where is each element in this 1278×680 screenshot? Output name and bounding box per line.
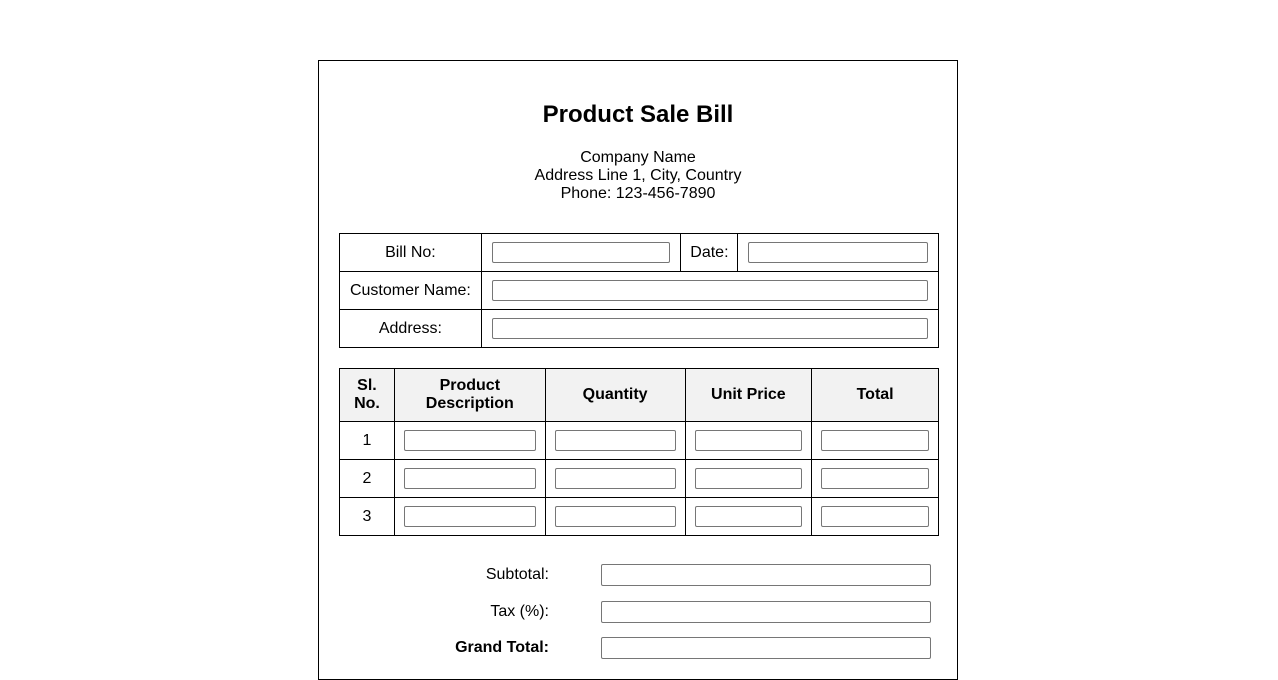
company-address: Address Line 1, City, Country bbox=[534, 167, 742, 184]
subtotal-input[interactable] bbox=[601, 564, 931, 586]
header-product-description: Product Description bbox=[394, 369, 545, 422]
row-sl-no: 2 bbox=[340, 460, 395, 498]
customer-row bbox=[340, 272, 939, 310]
page-title: Product Sale Bill bbox=[542, 101, 734, 128]
header-sl-no: Sl. No. bbox=[340, 369, 395, 422]
row-sl-no: 1 bbox=[340, 422, 395, 460]
subtotal-row bbox=[319, 564, 959, 586]
address-label: Address: bbox=[340, 310, 482, 348]
total-input[interactable] bbox=[821, 430, 929, 451]
total-input[interactable] bbox=[821, 506, 929, 527]
quantity-input[interactable] bbox=[555, 430, 676, 451]
bill-info-table bbox=[339, 233, 939, 348]
table-row bbox=[340, 422, 939, 460]
grand-total-label: Grand Total: bbox=[455, 639, 549, 656]
description-input[interactable] bbox=[404, 468, 536, 489]
bill-no-input[interactable] bbox=[492, 242, 671, 263]
unit-price-input[interactable] bbox=[695, 506, 803, 527]
customer-name-input[interactable] bbox=[492, 280, 928, 301]
table-row bbox=[340, 460, 939, 498]
company-details bbox=[319, 149, 957, 203]
address-row bbox=[340, 310, 939, 348]
header-unit-price: Unit Price bbox=[685, 369, 812, 422]
total-input[interactable] bbox=[821, 468, 929, 489]
header-quantity: Quantity bbox=[545, 369, 685, 422]
description-input[interactable] bbox=[404, 506, 536, 527]
grand-total-input[interactable] bbox=[601, 637, 931, 659]
header-total: Total bbox=[812, 369, 939, 422]
bill-form bbox=[318, 60, 958, 680]
unit-price-input[interactable] bbox=[695, 430, 803, 451]
table-row bbox=[340, 498, 939, 536]
subtotal-label: Subtotal: bbox=[485, 566, 549, 583]
row-sl-no: 3 bbox=[340, 498, 395, 536]
quantity-input[interactable] bbox=[555, 468, 676, 489]
description-input[interactable] bbox=[404, 430, 536, 451]
items-header-row bbox=[340, 369, 939, 422]
date-input[interactable] bbox=[748, 242, 928, 263]
date-label: Date: bbox=[681, 234, 738, 272]
items-table bbox=[339, 368, 939, 536]
tax-input[interactable] bbox=[601, 601, 931, 623]
customer-name-label: Customer Name: bbox=[340, 272, 482, 310]
quantity-input[interactable] bbox=[555, 506, 676, 527]
company-phone: Phone: 123-456-7890 bbox=[560, 185, 716, 202]
tax-label: Tax (%): bbox=[490, 603, 549, 620]
tax-row bbox=[319, 601, 959, 623]
bill-no-label: Bill No: bbox=[340, 234, 482, 272]
grand-total-row bbox=[319, 637, 959, 659]
bill-info-row bbox=[340, 234, 939, 272]
company-name: Company Name bbox=[580, 149, 696, 166]
unit-price-input[interactable] bbox=[695, 468, 803, 489]
address-input[interactable] bbox=[492, 318, 928, 339]
